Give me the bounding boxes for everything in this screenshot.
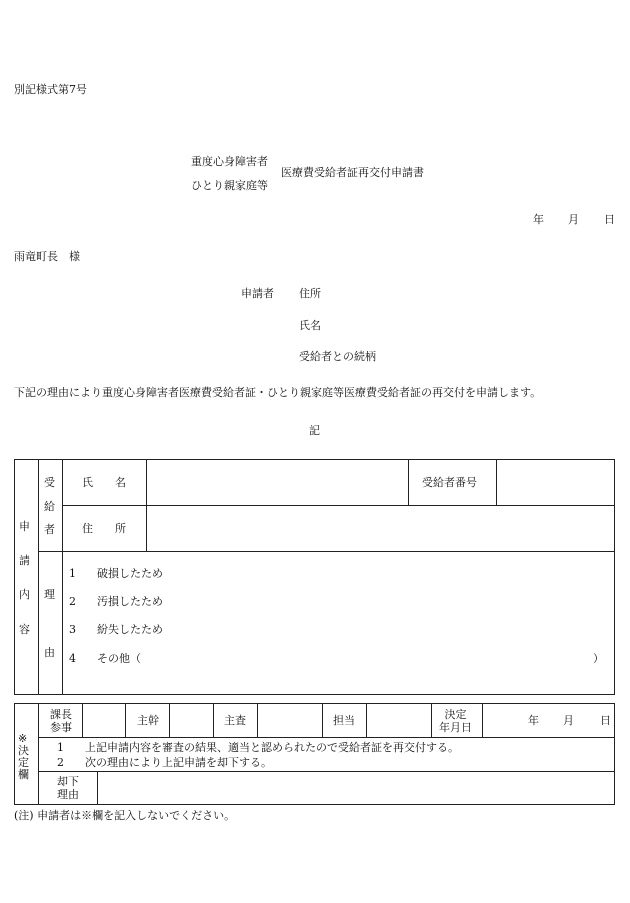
ki-label: 記	[309, 424, 320, 437]
reason-label-2: 由	[44, 646, 55, 659]
addressee: 雨竜町長 様	[14, 250, 80, 263]
chief-label: 主幹	[137, 714, 159, 727]
date-year-label: 年	[533, 213, 544, 226]
decision-num: 2	[57, 756, 64, 769]
date-month-label: 月	[568, 213, 579, 226]
reason-option-3[interactable]	[69, 624, 163, 635]
reason-num: 3	[69, 623, 76, 636]
reason-label-1: 理	[44, 588, 55, 601]
decision-label-3: 定	[18, 756, 29, 769]
reason-option-2[interactable]	[69, 596, 163, 607]
name-field[interactable]	[147, 460, 408, 505]
title-line2: ひとり親家庭等	[191, 179, 268, 192]
reason-other-close: ）	[593, 652, 604, 665]
section-label-4: 容	[19, 623, 30, 636]
reason-option-1[interactable]	[69, 568, 163, 579]
section-label-2: 請	[19, 554, 30, 567]
decision-date-label: 決定 年月日	[439, 708, 472, 734]
section-chief-label: 課長 参事	[50, 708, 72, 734]
decision-text: 上記申請内容を審査の結果、適当と認められたので受給者証を再交付する。	[85, 741, 459, 754]
reason-text: その他（	[97, 652, 141, 665]
section-label-3: 内	[19, 588, 30, 601]
applicant-label: 申請者	[241, 287, 274, 300]
recipient-number-label: 受給者番号	[422, 476, 477, 489]
applicant-relation-label: 受給者との続柄	[299, 350, 376, 363]
decision-text: 次の理由により上記申請を却下する。	[85, 756, 272, 769]
supervisor-label: 主査	[224, 714, 246, 727]
decision-table	[14, 703, 615, 805]
decision-option-1[interactable]	[57, 742, 459, 753]
rejection-reason-field[interactable]	[98, 772, 614, 804]
rejection-reason-label: 却下 理由	[57, 775, 79, 801]
section-label-1: 申	[19, 520, 30, 533]
chief-stamp[interactable]	[170, 704, 213, 737]
date-day-label: 日	[604, 213, 615, 226]
address-field[interactable]	[147, 506, 614, 551]
reason-num: 2	[69, 595, 76, 608]
recipient-label-1: 受	[44, 476, 55, 489]
reason-num: 4	[69, 652, 76, 665]
section-chief-stamp[interactable]	[83, 704, 125, 737]
application-table	[14, 459, 615, 695]
reason-text: 破損したため	[97, 567, 163, 580]
address-label: 住 所	[82, 522, 126, 535]
recipient-label-2: 給	[44, 500, 55, 513]
decision-date-month: 月	[563, 714, 574, 727]
staff-label: 担当	[333, 714, 355, 727]
reason-option-4[interactable]	[69, 653, 141, 664]
decision-date-day: 日	[600, 714, 611, 727]
title-line1: 重度心身障害者	[191, 155, 268, 168]
recipient-number-field[interactable]	[497, 460, 614, 505]
decision-label-4: 欄	[18, 768, 29, 781]
form-number: 別記様式第7号	[14, 83, 87, 96]
reason-text: 汚損したため	[97, 595, 163, 608]
reason-num: 1	[69, 567, 76, 580]
statement-text: 下記の理由により重度心身障害者医療費受給者証・ひとり親家庭等医療費受給者証の再交付を申請します。	[14, 386, 542, 399]
decision-date-year: 年	[528, 714, 539, 727]
footnote: (注) 申請者は※欄を記入しないでください。	[14, 809, 236, 822]
page-title: 医療費受給者証再交付申請書	[281, 166, 424, 179]
decision-num: 1	[57, 741, 64, 754]
decision-option-2[interactable]	[57, 757, 272, 768]
supervisor-stamp[interactable]	[258, 704, 322, 737]
recipient-label-3: 者	[44, 523, 55, 536]
applicant-name-label: 氏名	[299, 319, 321, 332]
applicant-address-label: 住所	[299, 287, 321, 300]
name-label: 氏 名	[82, 476, 126, 489]
reason-text: 紛失したため	[97, 623, 163, 636]
decision-label-1: ※	[18, 732, 28, 745]
staff-stamp[interactable]	[367, 704, 431, 737]
decision-label-2: 決	[18, 744, 29, 757]
